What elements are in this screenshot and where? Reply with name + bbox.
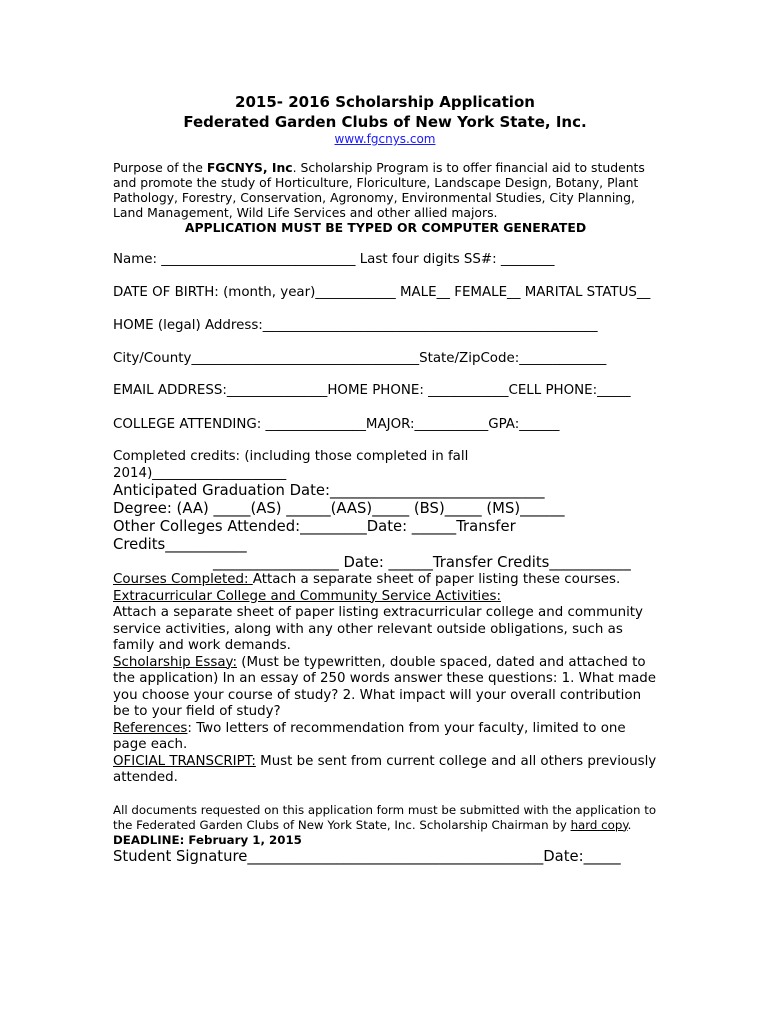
college-field[interactable]: COLLEGE ATTENDING: _______________MAJOR:___________GPA:______ [113,416,560,432]
deadline: DEADLINE: February 1, 2015 [113,832,302,847]
extracurricular-text: Attach a separate sheet of paper listing extracurricular college and community service activities, along with any other relevant outside obligations, such as family and work demands. [113,605,643,653]
home-address-field[interactable]: HOME (legal) Address:__________________________________________________ [113,318,598,333]
transcript-paragraph: OFICIAL TRANSCRIPT: Must be sent from current college and all others previously attended. [113,753,657,785]
title-line-2: Federated Garden Clubs of New York State, Inc. [183,113,587,131]
essay-label: Scholarship Essay: [113,654,237,670]
hard-copy-text: hard copy [570,817,628,832]
extracurricular-label: Extracurricular College and Community Service Activities: [113,588,501,604]
date-transfer-field[interactable]: _________________ Date: ______Transfer Credits___________ [213,554,631,571]
form-body [113,160,658,866]
references-paragraph: References: Two letters of recommendation from your faculty, limited to one page each. [113,720,626,752]
typed-notice: APPLICATION MUST BE TYPED OR COMPUTER GENERATED [184,220,587,235]
references-label: References [113,720,188,736]
courses-completed: Courses Completed: Attach a separate sheet of paper listing these courses. [113,572,621,587]
purpose-paragraph: Purpose of the FGCNYS, Inc. Scholarship Program is to offer financial aid to students and promote the study of Horticulture, Floriculture, Landscape Design, Botany, Plant Pathology, Forestry, Conservation, Agronomy, Environmental Studies, City Planning, Land Management, Wild Life Services and other allied majors. [113,160,645,220]
submission-note: All documents requested on this application form must be submitted with the application to the Federated Garden Clubs of New York State, Inc. Scholarship Chairman by hard copy. DEADLINE: February 1, 2015 [113,802,657,847]
city-zip-field[interactable]: City/County__________________________________State/ZipCode:_____________ [113,350,607,366]
degree-field[interactable]: Degree: (AA) _____(AS) ______(AAS)_____ (BS)_____ (MS)______ [113,500,565,517]
signature-field[interactable]: Student Signature________________________________________Date:_____ [113,847,621,865]
contact-field[interactable]: EMAIL ADDRESS:_______________HOME PHONE: ____________CELL PHONE:_____ [113,383,631,398]
dob-field[interactable]: DATE OF BIRTH: (month, year)____________ MALE__ FEMALE__ MARITAL STATUS__ [113,284,651,300]
name-field[interactable]: Name: _____________________________ Last four digits SS#: ________ [113,252,555,267]
other-colleges-field[interactable]: Other Colleges Attended:_________Date: ______Transfer Credits___________ [113,518,516,553]
website-link[interactable]: www.fgcnys.com [334,132,436,146]
courses-label: Courses Completed: [113,572,253,587]
header [0,93,770,147]
credits-field[interactable]: Completed credits: (including those completed in fall 2014)____________________ [113,449,469,481]
graduation-field[interactable]: Anticipated Graduation Date:_____________________________ [113,482,545,499]
transcript-label: OFICIAL TRANSCRIPT: [113,753,256,769]
org-name: FGCNYS, Inc [206,160,293,175]
title-line-1: 2015- 2016 Scholarship Application [235,93,535,111]
essay-paragraph: Scholarship Essay: (Must be typewritten, double spaced, dated and attached to the application) In an essay of 250 words answer these questions: 1. What made you choose your course of study? 2. What impact will your overall contribution be to your field of study? [113,654,657,719]
